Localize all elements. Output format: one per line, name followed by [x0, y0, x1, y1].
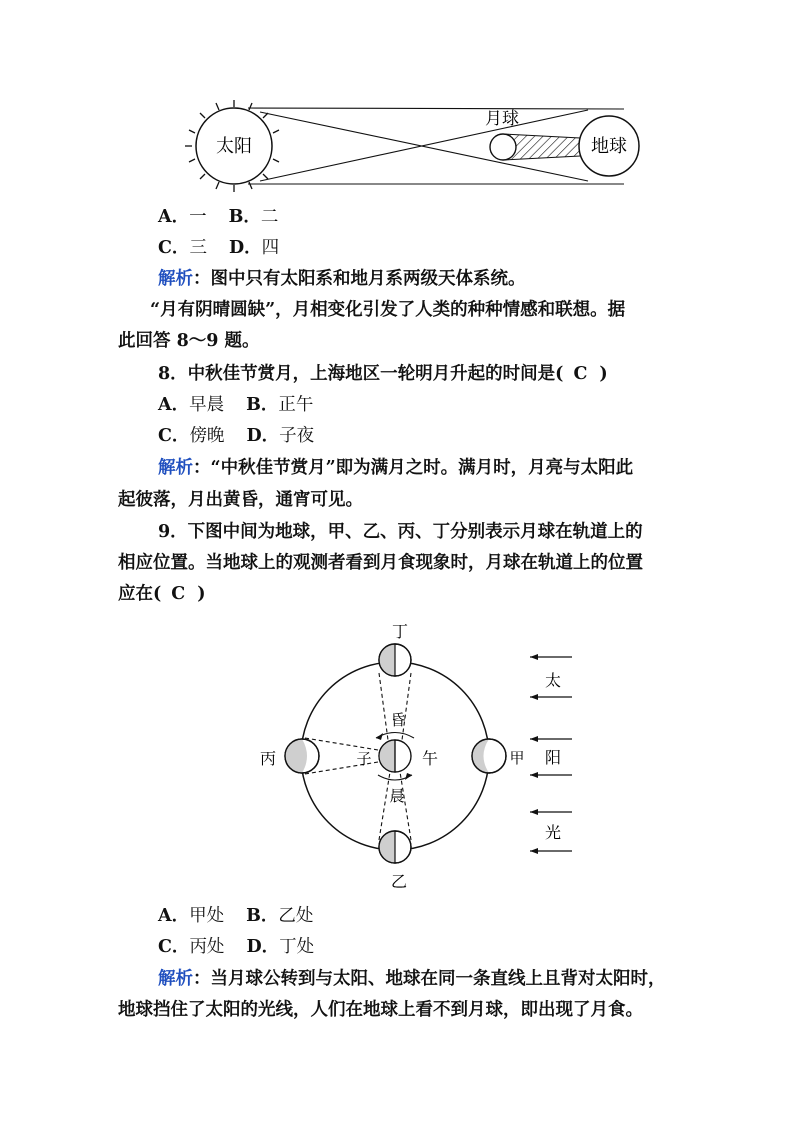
- sunlight-label-1: 太: [544, 671, 562, 690]
- q8-option-c[interactable]: C．傍晚: [158, 426, 225, 446]
- label-midnight: 子: [356, 750, 372, 768]
- label-noon: 午: [421, 749, 439, 768]
- q9-option-a[interactable]: A．甲处: [158, 906, 225, 926]
- q7-analysis: [158, 267, 526, 291]
- sunlight-label-3: 光: [544, 823, 562, 842]
- intro-line-1: “月有阴晴圆缺”，月相变化引发了人类的种种情感和联想。据: [150, 300, 626, 320]
- q9-option-b[interactable]: B．乙处: [246, 906, 314, 926]
- label-dusk: 昏: [390, 711, 406, 729]
- q8-analysis-line-2: 起彼落，月出黄昏，通宵可见。: [118, 490, 363, 510]
- q8-answer: C: [573, 364, 588, 384]
- moon-yi[interactable]: [379, 831, 411, 863]
- sun-moon-earth-diagram: [0, 0, 794, 200]
- earth-label: 地球: [591, 136, 627, 157]
- q8-stem: 8．中秋佳节赏月，上海地区一轮明月升起的时间是( C ): [158, 364, 608, 384]
- q9-answer: C: [171, 584, 186, 604]
- q9-analysis-line-2: 地球挡住了太阳的光线，人们在地球上看不到月球，即出现了月食。: [118, 1000, 643, 1020]
- q7-option-d[interactable]: D．四: [228, 238, 280, 258]
- label-bing: 丙: [259, 749, 277, 768]
- q8-option-a[interactable]: A．早晨: [158, 395, 225, 415]
- label-jia: 甲: [509, 749, 525, 767]
- q7-option-c[interactable]: C．三: [158, 238, 207, 258]
- label-ding: 丁: [391, 622, 409, 641]
- rotation-arrow-head: [376, 733, 383, 740]
- q8-option-d[interactable]: D．子夜: [246, 426, 315, 446]
- moon-ding[interactable]: [379, 644, 411, 676]
- intro-line-2: 此回答 8～9 题。: [118, 331, 260, 351]
- sunlight-arrowheads: [530, 654, 538, 854]
- q8-analysis-line-1: 解析：“中秋佳节赏月”即为满月之时。满月时，月亮与太阳此: [158, 458, 634, 478]
- analysis-label: 解析: [158, 458, 193, 478]
- q9-stem-line-2: 相应位置。当地球上的观测者看到月食现象时，月球在轨道上的位置: [118, 553, 643, 573]
- q7-analysis-text: ：图中只有太阳系和地月系两级天体系统。: [193, 269, 526, 289]
- sun-label: 太阳: [216, 136, 252, 157]
- moon-label: 月球: [485, 109, 519, 129]
- q9-analysis-line-1: 解析：当月球公转到与太阳、地球在同一条直线上且背对太阳时，: [158, 969, 666, 989]
- q9-options-row-2: [158, 935, 314, 959]
- q8-option-b[interactable]: B．正午: [246, 395, 314, 415]
- label-dawn: 晨: [389, 787, 405, 805]
- q9-option-d[interactable]: D．丁处: [246, 937, 315, 957]
- q7-options-row-1: [158, 205, 278, 229]
- q9-stem-line-1: 9．下图中间为地球，甲、乙、丙、丁分别表示月球在轨道上的: [158, 522, 643, 542]
- sunlight-label-2: 阳: [544, 748, 562, 767]
- moon-circle: [490, 134, 516, 160]
- q9-stem-line-3: 应在( C ): [118, 584, 206, 604]
- moon-jia[interactable]: [472, 739, 506, 773]
- q7-option-a[interactable]: A．一: [158, 207, 207, 227]
- moon-orbit-diagram: [0, 610, 794, 895]
- q7-option-b[interactable]: B．二: [228, 207, 279, 227]
- analysis-label: 解析: [158, 969, 193, 989]
- q8-options-row-1: [158, 393, 313, 417]
- label-yi: 乙: [390, 872, 408, 891]
- earth-center: [379, 740, 411, 772]
- q7-options-row-2: [158, 236, 279, 260]
- q9-options-row-1: [158, 904, 313, 928]
- analysis-label: 解析: [158, 269, 193, 289]
- rotation-arrow-head: [405, 773, 412, 780]
- q9-option-c[interactable]: C．丙处: [158, 937, 225, 957]
- moon-bing[interactable]: [285, 739, 319, 773]
- q8-options-row-2: [158, 424, 314, 448]
